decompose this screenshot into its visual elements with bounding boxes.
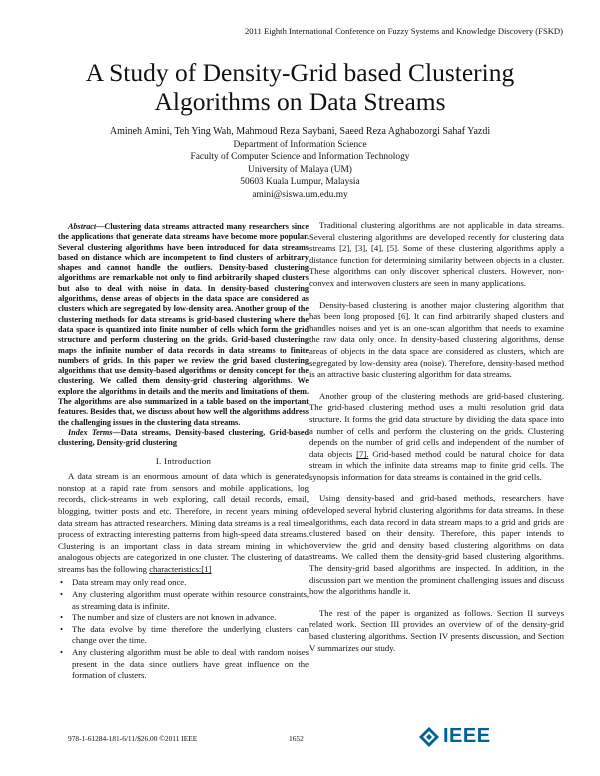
abstract-text: —Clustering data streams attracted many researchers since the applications that generate data streams have become more popular. Several clustering algorithms have been introduced for data streams based on distance which are incompetent to find clusters of arbitrary shapes and cannot handle the outliers. Density-based clustering algorithms are remarkable not only to find arbitrarily shaped clusters but also to deal with noise in data. In density-based clustering algorithms, dense areas of objects in the data space are considered as clusters which are segregated by low-density area. Another group of the clustering methods for data streams is grid-based clustering where the data space is quantized into finite number of cells which form the grid structure and perform clustering on the grids. Grid-based clustering maps the infinite number of data records in data streams to finite numbers of grids. In this paper we review the grid based clustering algorithms that use density-based algorithms or density concept for the clustering. We called them density-grid clustering algorithms. We explore the algorithms in details and the merits and limitations of them. The algorithms are also summarized in a table based on the important features. Besides that, we discuss about how well the algorithms address the challenging issues in the clustering data streams.	[58, 222, 309, 427]
affiliation	[0, 139, 600, 201]
list-item-text: Data stream may only read once.	[72, 577, 187, 588]
left-column	[58, 222, 309, 682]
index-terms-label: Index Terms	[68, 427, 113, 437]
intro-paragraph-text: A data stream is an enormous amount of data which is generated nonstop at a rapid rate from sensors and mobile applications, log records, click-streams in web exploring, call detail records, email, blogging, twitter posts and etc. Therefore, in recent years mining of data stream has attracted researchers. Mining data streams is a real time process of extracting interesting patterns from high-speed data streams. Clustering is an important class in data stream mining in which analogous objects are categorized in one cluster. The clustering of data streams has the following	[58, 471, 309, 574]
bullet-icon: •	[60, 647, 64, 658]
right-column	[309, 220, 564, 664]
affiliation-university: University of Malaya (UM)	[248, 164, 352, 175]
affiliation-email[interactable]: amini@siswa.um.edu.my	[252, 189, 348, 200]
footer-isbn: 978-1-61284-181-6/11/$26.00 ©2011 IEEE	[68, 734, 198, 743]
list-item	[58, 647, 309, 682]
paragraph-grid-based-text-a: Another group of the clustering methods are grid-based clustering. The grid-based clustering method uses a multi resolution grid data structure. It forms the grid data structure by dividing the data space into a number of cells and perform the clustering on the grids. Clustering depends on the number of grid cells and independent of the number of data objects	[309, 390, 564, 459]
affiliation-city: 50603 Kuala Lumpur, Malaysia	[240, 177, 360, 188]
bullet-icon: •	[60, 623, 64, 634]
list-item-text: The data evolve by time therefore the underlying clusters can change over the time.	[72, 623, 309, 646]
title-line-2: Algorithms on Data Streams	[154, 87, 446, 116]
paragraph-grid-based-text-b: Grid-based method could be natural choice for data stream in which the infinite data streams map to finite grid cells. The synopsis information for data streams is contained in the grid cells.	[309, 448, 565, 482]
list-item-text: Any clustering algorithm must be able to deal with random noises present in the data since outliers have great influence on the formation of clusters.	[72, 647, 309, 681]
characteristics-citation-link[interactable]: characteristics:[1]	[149, 563, 212, 574]
page-number: 1652	[289, 734, 304, 743]
conference-header: 2011 Eighth International Conference on Fuzzy Systems and Knowledge Discovery (FSKD)	[244, 26, 563, 36]
paragraph-hybrid: Using density-based and grid-based methods, researchers have developed several hybrid clustering algorithms for data streams. In these algorithms, each data record in data stream maps to a grid and grids are clustered based on their density. Therefore, this paper intends to overview the grid and density based clustering algorithms on data streams. We called them the density-grid based clustering algorithms. The density-grid based algorithms are inspected. In addition, in the discussion part we mention the prominent challenging issues and discuss how the algorithms handle it.	[309, 493, 564, 597]
list-item	[58, 577, 309, 589]
abstract-label: Abstract	[68, 222, 97, 231]
paper-title	[0, 58, 600, 116]
list-item-text: The number and size of clusters are not known in advance.	[72, 612, 277, 623]
ieee-logo-text: IEEE	[443, 725, 491, 747]
affiliation-faculty: Faculty of Computer Science and Information Technology	[190, 152, 410, 163]
bullet-icon: •	[60, 577, 64, 588]
affiliation-dept: Department of Information Science	[233, 140, 367, 150]
paragraph-traditional-clustering: Traditional clustering algorithms are not applicable in data streams. Several clustering algorithms are developed recently for clustering data streams [2], [3], [4], [5]. Some of these clustering algorithms apply a distance function for determining similarity between objects in a cluster. These algorithms can only discover spherical clusters. However, non-convex and interwoven clusters are seen in many applications.	[309, 220, 564, 288]
abstract	[58, 222, 309, 428]
title-line-1: A Study of Density-Grid based Clustering	[85, 58, 515, 87]
bullet-icon: •	[60, 589, 64, 600]
paragraph-density-based: Density-based clustering is another major clustering algorithm that has been long proposed [6]. It can find arbitrarily shaped clusters and handles noises and yet is an one-scan algorithm that needs to examine the raw data only once. In density-based clustering algorithms, dense areas of objects in the data space are considered as clusters, which are segregated by low-density area (noise). Therefore, density-based method is an attractive basic clustering algorithm for data streams.	[309, 299, 564, 380]
section-heading-introduction: I. Introduction	[155, 455, 212, 466]
ieee-diamond-icon	[418, 726, 440, 748]
intro-paragraph	[58, 471, 309, 575]
list-item	[58, 624, 309, 647]
paragraph-grid-based	[309, 391, 564, 484]
paragraph-organization: The rest of the paper is organized as follows. Section II surveys related work. Section III provides an overview of of the density-grid based clustering algorithms. Section IV presents discussion, and Section V summarizes our study.	[309, 607, 564, 653]
index-terms	[58, 428, 309, 449]
characteristics-list	[58, 577, 309, 681]
list-item	[58, 589, 309, 612]
citation-7-link[interactable]: [7].	[356, 448, 369, 459]
bullet-icon: •	[60, 612, 64, 623]
index-terms-text: —Data streams, Density-based clustering, Grid-based clustering, Density-grid clustering	[58, 427, 310, 448]
ieee-logo	[418, 725, 491, 748]
list-item	[58, 612, 309, 624]
list-item-text: Any clustering algorithm must operate within resource constraints, as streaming data is infinite.	[72, 589, 309, 611]
authors: Amineh Amini, Teh Ying Wah, Mahmoud Reza Saybani, Saeed Reza Aghabozorgi Sahaf Yazdi	[109, 126, 491, 137]
